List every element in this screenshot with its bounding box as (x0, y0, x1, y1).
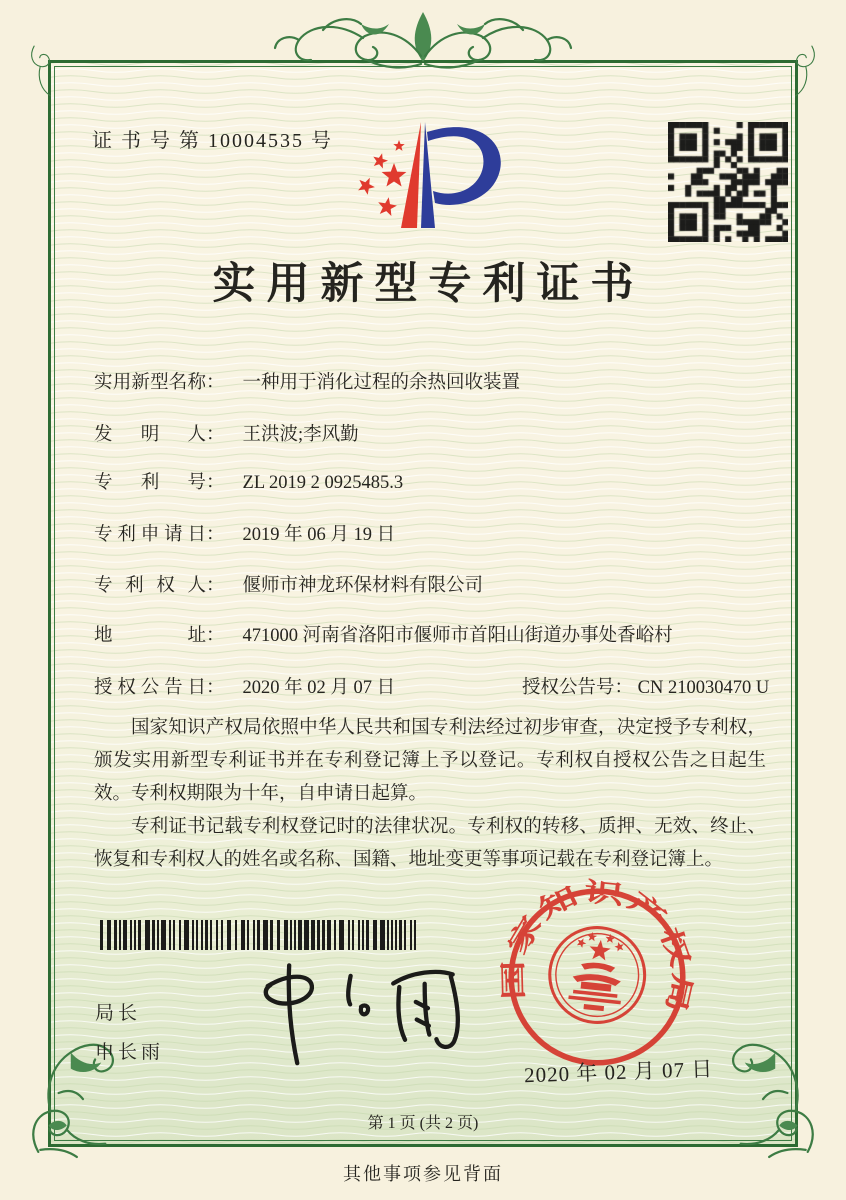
field-row-filing-date (94, 520, 395, 546)
logo-star-3 (382, 163, 407, 187)
field-row-address (94, 621, 673, 647)
grant-number-group (522, 673, 769, 699)
field-label: 授权公告日 (94, 678, 206, 698)
national-emblem (545, 923, 649, 1027)
field-row-grant-date (94, 673, 794, 699)
qr-code (668, 122, 788, 242)
commissioner-title: 局长 (95, 1003, 142, 1024)
seal-ring-text: 国家知识产权局 (499, 877, 697, 1006)
field-row-patent-no (94, 468, 403, 494)
logo-star-4 (358, 178, 375, 195)
field-label: 专利申请日 (94, 525, 206, 545)
field-value: ZL 2019 2 0925485.3 (242, 473, 404, 493)
field-label: 专利号 (94, 473, 206, 493)
top-right-flourish (760, 42, 816, 108)
logo-star-5 (378, 197, 397, 216)
field-row-name (94, 368, 520, 394)
cnipa-patent-logo (330, 108, 545, 240)
field-value: 471000 河南省洛阳市偃师市首阳山街道办事处香峪村 (242, 626, 673, 646)
field-label: 专利权人 (94, 576, 206, 596)
colon: ： (206, 626, 225, 646)
commissioner-signature-script (218, 946, 473, 1078)
field-row-patentee (94, 571, 483, 597)
page-number: 第 1 页 (共 2 页) (367, 1115, 479, 1132)
legal-text (94, 712, 766, 877)
logo-blue-p-bowl (427, 127, 501, 205)
field-value: 2019 年 06 月 19 日 (242, 525, 396, 545)
colon: ： (206, 525, 225, 545)
logo-red-wedge (401, 122, 421, 228)
colon: ： (206, 425, 225, 445)
field-row-inventor (94, 420, 359, 446)
field-value: 2020 年 02 月 07 日 (242, 678, 396, 698)
commissioner-name: 申长雨 (95, 1042, 165, 1063)
field-label: 实用新型名称 (94, 373, 206, 393)
legal-paragraph-2: 专利证书记载专利权登记时的法律状况。专利权的转移、质押、无效、终止、恢复和专利权人的姓名或名称、国籍、地址变更等事项记载在专利登记簿上。 (94, 817, 766, 870)
colon: ： (206, 473, 225, 493)
logo-star-1 (393, 140, 404, 151)
colon: ： (206, 373, 225, 393)
field-value: 王洪波;李风勤 (242, 425, 359, 445)
top-border-ornament (263, 4, 583, 76)
top-left-flourish (30, 42, 86, 108)
field-label: 地址 (94, 626, 206, 646)
certificate-title: 实用新型专利证书 (212, 261, 645, 308)
field-label: 发明人 (94, 425, 206, 445)
legal-paragraph-1: 国家知识产权局依照中华人民共和国专利法经过初步审查，决定授予专利权，颁发实用新型专利证书并在专利登记簿上予以登记。专利权自授权公告之日起生效。专利权期限为十年，自申请日起算。 (94, 718, 766, 804)
seal-date: 2020 年 02 月 07 日 (523, 1056, 714, 1088)
grant-number-label: 授权公告号 (522, 678, 615, 698)
logo-star-2 (373, 153, 388, 168)
field-value: 一种用于消化过程的余热回收装置 (242, 373, 521, 393)
field-value: 偃师市神龙环保材料有限公司 (242, 576, 484, 596)
colon: ： (614, 678, 634, 698)
certificate-number: 证 书 号 第 10004535 号 (92, 130, 333, 152)
colon: ： (206, 576, 225, 596)
colon: ： (206, 678, 225, 698)
bottom-right-flourish (704, 1028, 816, 1160)
back-side-note: 其他事项参见背面 (343, 1164, 503, 1184)
grant-number-value: CN 210030470 U (637, 678, 770, 698)
